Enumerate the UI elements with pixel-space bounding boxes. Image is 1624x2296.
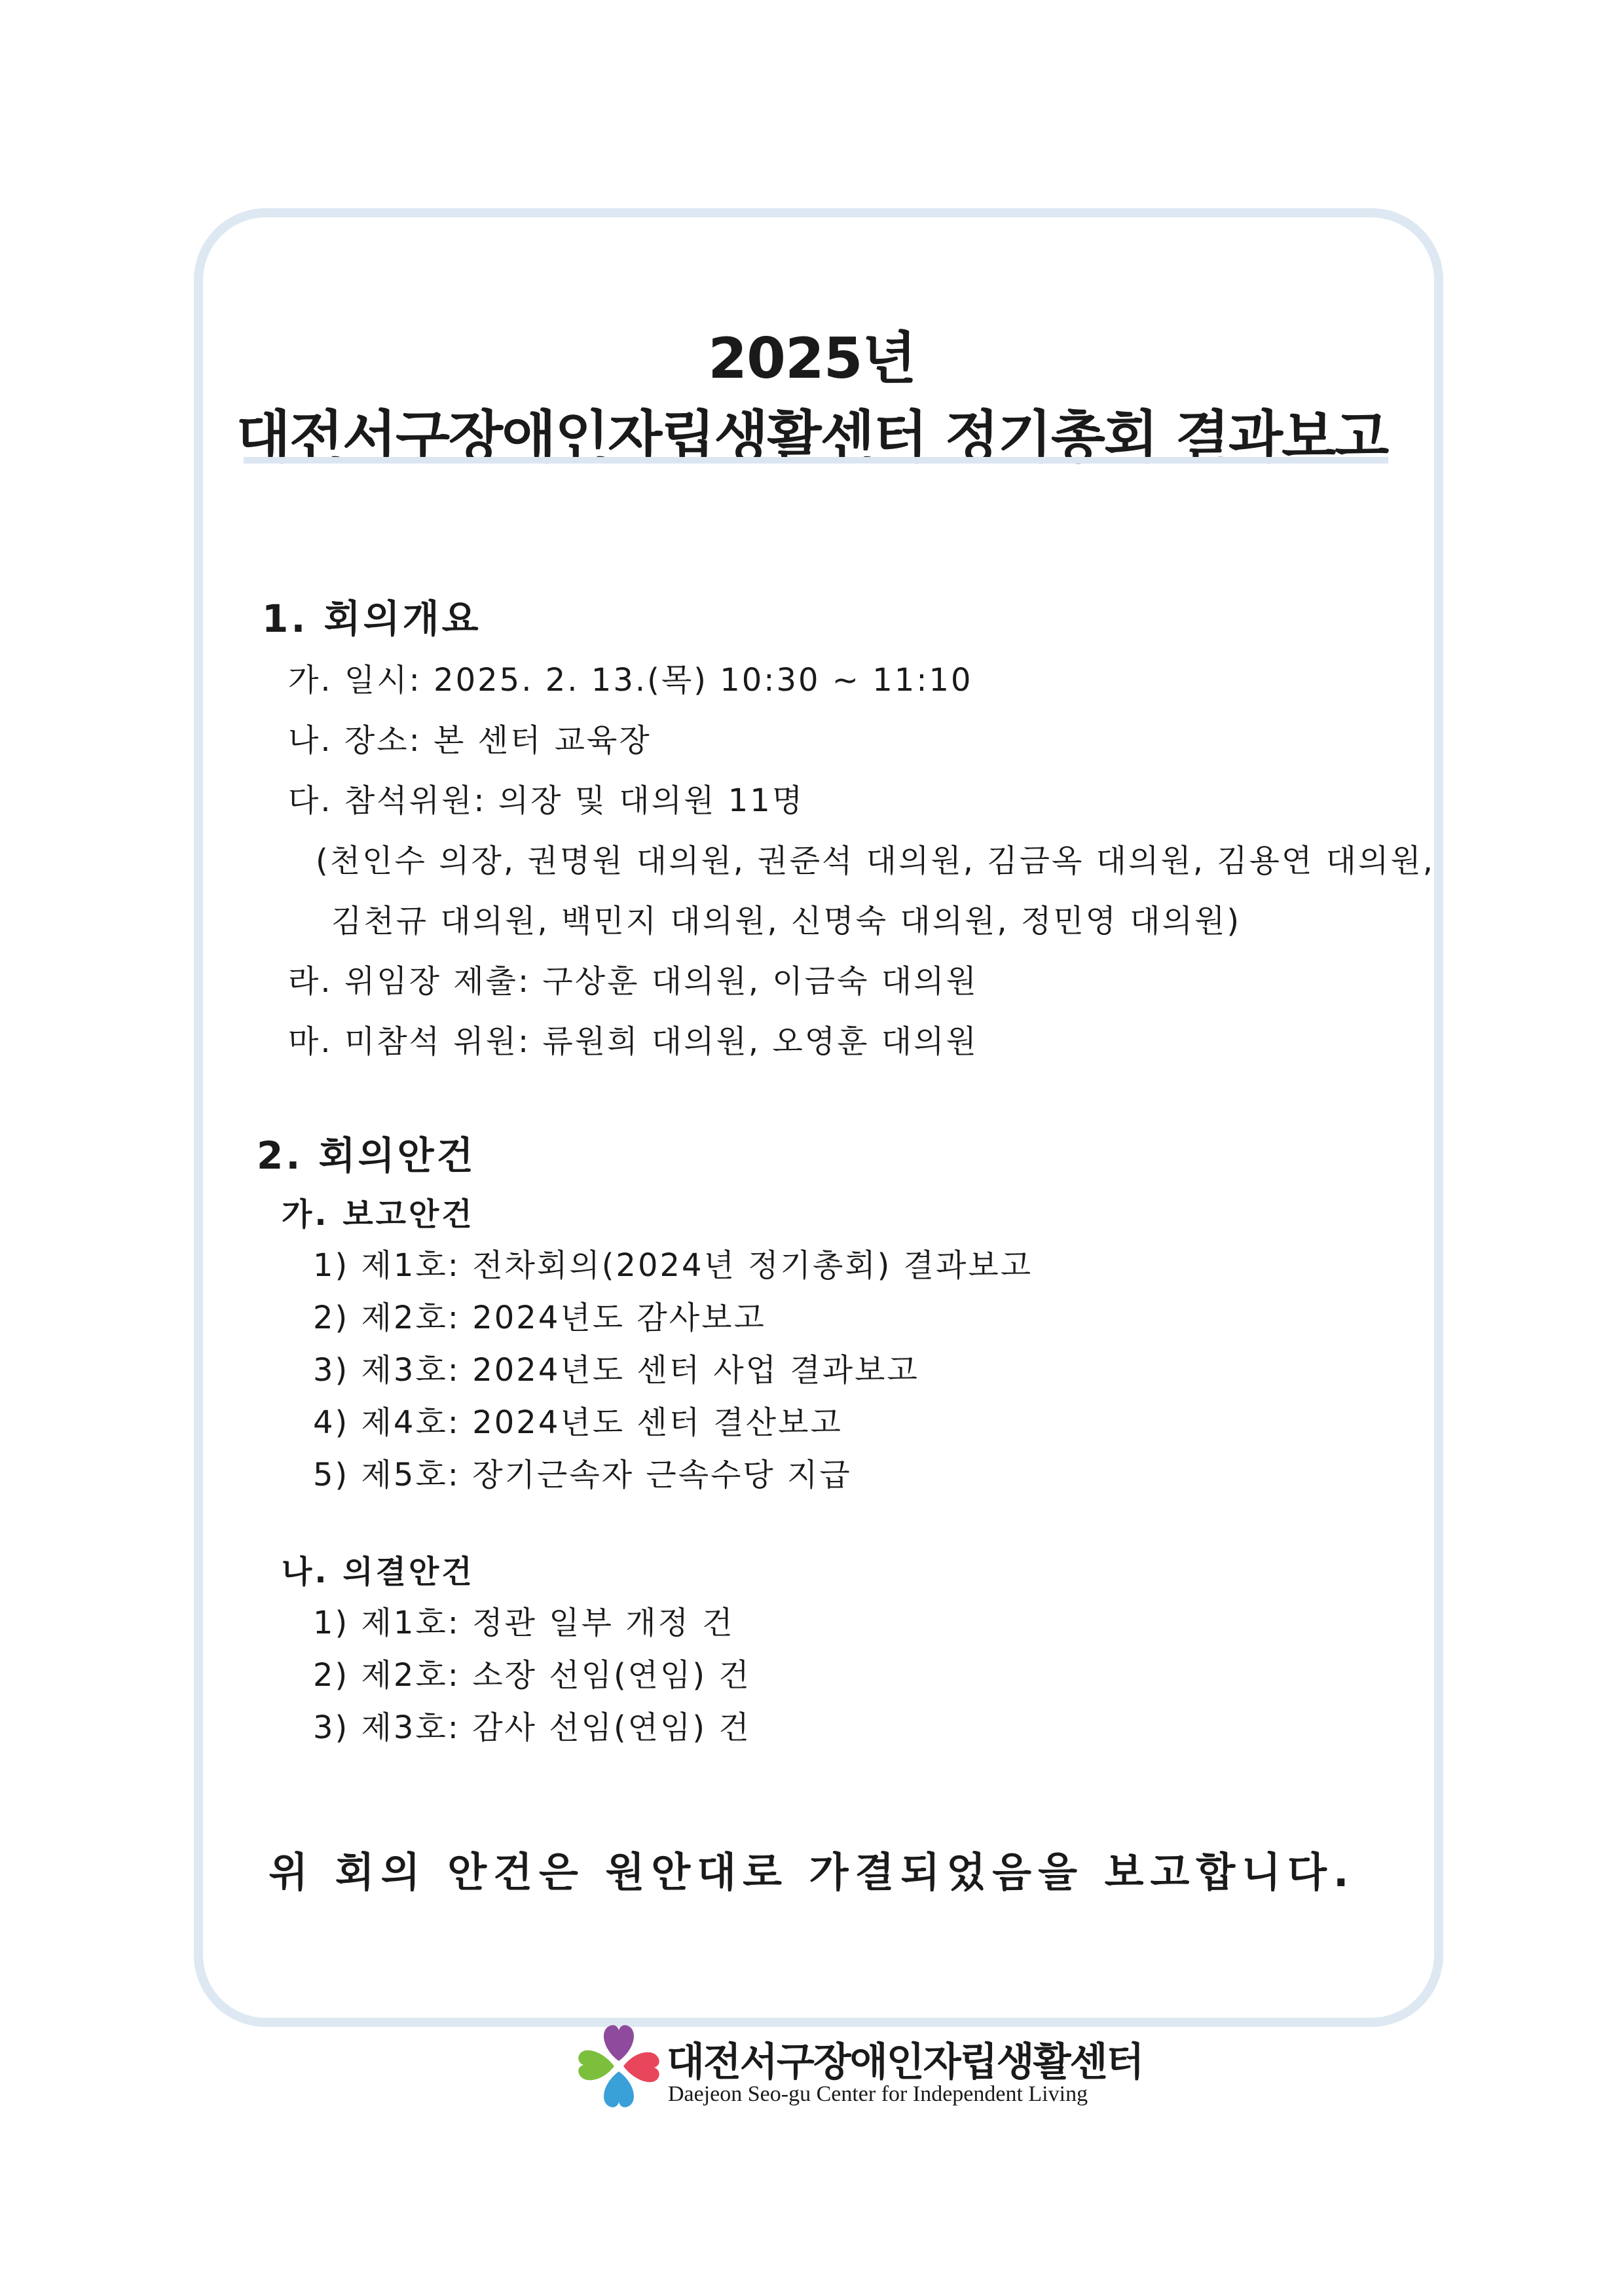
report-item-2: 2) 제2호: 2024년도 감사보고: [313, 1300, 766, 1336]
resolution-item-3: 3) 제3호: 감사 선임(연임) 건: [313, 1709, 751, 1746]
resolution-item-1: 1) 제1호: 정관 일부 개정 건: [313, 1605, 735, 1641]
footer-org-name: 대전서구장애인자립생활센터: [667, 2039, 1143, 2085]
page-title: 대전서구장애인자립생활센터 정기총회 결과보고: [236, 405, 1388, 470]
resolution-item-2: 2) 제2호: 소장 선임(연임) 건: [313, 1657, 751, 1694]
section-heading-overview: 1. 회의개요: [262, 596, 481, 641]
document-frame: [194, 208, 1443, 2027]
title-underline: [244, 457, 1388, 464]
overview-item-proxy: 라. 위임장 제출: 구상훈 대의원, 이금숙 대의원: [288, 963, 978, 1000]
report-item-1: 1) 제1호: 전차회의(2024년 정기총회) 결과보고: [313, 1247, 1033, 1284]
overview-attendee-list-1: (천인수 의장, 권명원 대의원, 권준석 대의원, 김금옥 대의원, 김용연 대의원,: [316, 843, 1435, 879]
report-item-5: 5) 제5호: 장기근속자 근속수당 지급: [313, 1457, 852, 1493]
agenda-report-heading: 가. 보고안건: [282, 1196, 475, 1233]
agenda-resolution-heading: 나. 의결안건: [282, 1554, 475, 1590]
overview-attendee-list-2: 김천규 대의원, 백민지 대의원, 신명숙 대의원, 정민영 대의원): [331, 903, 1242, 939]
section-heading-agenda: 2. 회의안건: [257, 1133, 476, 1178]
overview-item-absent: 마. 미참석 위원: 류원희 대의원, 오영훈 대의원: [288, 1023, 978, 1060]
report-item-3: 3) 제3호: 2024년도 센터 사업 결과보고: [313, 1352, 919, 1389]
closing-statement: 위 회의 안건은 원안대로 가결되었음을 보고합니다.: [268, 1848, 1356, 1896]
overview-item-place: 나. 장소: 본 센터 교육장: [288, 722, 652, 759]
overview-item-date: 가. 일시: 2025. 2. 13.(목) 10:30 ~ 11:10: [288, 662, 973, 699]
overview-item-attendees: 다. 참석위원: 의장 및 대의원 11명: [288, 782, 805, 819]
title-year: 2025년: [708, 326, 916, 392]
report-item-4: 4) 제4호: 2024년도 센터 결산보고: [313, 1404, 843, 1441]
clover-hearts-logo-icon: [563, 2010, 674, 2121]
footer-org-name-english: Daejeon Seo-gu Center for Independent Living: [668, 2082, 1088, 2106]
